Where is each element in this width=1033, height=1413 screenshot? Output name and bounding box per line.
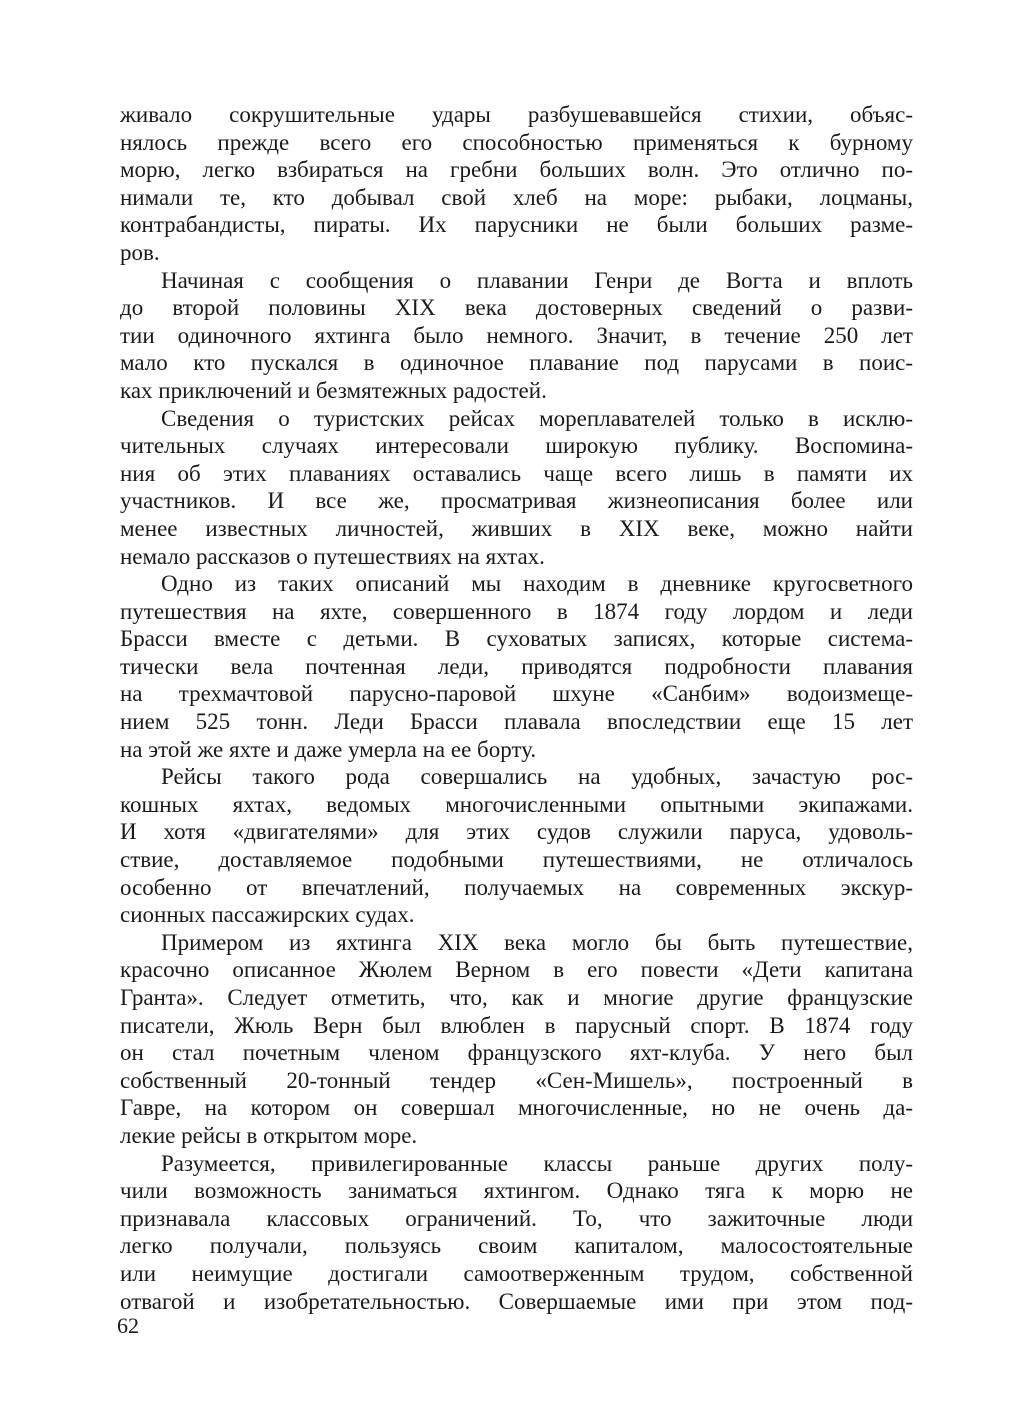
- text-line: на трехмачтовой парусно-паровой шхуне «Санбим» водоизмеще-: [120, 681, 913, 707]
- text-line: чили возможность заниматься яхтингом. Однако тяга к морю не: [120, 1178, 913, 1204]
- text-line: до второй половины XIX века достоверных сведений о разви-: [120, 295, 913, 321]
- text-line: лекие рейсы в открытом море.: [120, 1122, 418, 1148]
- text-line: легко получали, пользуясь своим капиталом, малосостоятельные: [120, 1233, 913, 1259]
- text-line: тически вела почтенная леди, приводятся подробности плавания: [120, 653, 913, 679]
- text-line: или неимущие достигали самоотверженным трудом, собственной: [120, 1260, 913, 1286]
- text-line: Примером из яхтинга XIX века могло бы быть путешествие,: [161, 929, 913, 955]
- paragraph-1: [120, 101, 913, 267]
- text-line: Рейсы такого рода совершались на удобных, зачастую рос-: [161, 764, 913, 790]
- text-line: Сведения о туристских рейсах мореплавателей только в исклю-: [161, 405, 913, 431]
- text-line: немало рассказов о путешествиях на яхтах.: [120, 543, 545, 569]
- text-line: Гранта». Следует отметить, что, как и многие другие французские: [120, 985, 913, 1010]
- text-line: ствие, доставляемое подобными путешествиями, не отличалось: [120, 847, 913, 873]
- paragraph-7: [120, 1150, 913, 1316]
- text-line: ния об этих плаваниях оставались чаще всего лишь в памяти их: [120, 460, 913, 486]
- text-line: ках приключений и безмятежных радостей.: [120, 377, 547, 403]
- text-line: путешествия на яхте, совершенного в 1874 году лордом и леди: [120, 598, 913, 624]
- text-line: ров.: [120, 239, 160, 265]
- page-number: 62: [117, 1313, 139, 1338]
- text-line: Разумеется, привилегированные классы раньше других полу-: [161, 1150, 913, 1176]
- text-line: Начиная с сообщения о плавании Генри де Вогта и вплоть: [161, 267, 913, 293]
- text-line: кошных яхтах, ведомых многочисленными опытными экипажами.: [120, 791, 913, 817]
- text-line: он стал почетным членом французского яхт-клуба. У него был: [120, 1040, 913, 1066]
- text-line: участников. И все же, просматривая жизнеописания более или: [120, 488, 913, 514]
- text-line: особенно от впечатлений, получаемых на современных экскур-: [120, 874, 913, 900]
- text-line: отвагой и изобретательностью. Совершаемые ими при этом под-: [120, 1288, 913, 1314]
- text-line: И хотя «двигателями» для этих судов служили паруса, удоволь-: [120, 819, 913, 845]
- text-line: чительных случаях интересовали широкую публику. Воспомина-: [120, 433, 913, 459]
- text-line: мало кто пускался в одиночное плавание под парусами в поис-: [120, 350, 913, 376]
- paragraph-5: [120, 763, 913, 929]
- text-line: признавала классовых ограничений. То, что зажиточные люди: [120, 1205, 913, 1231]
- text-line: Брасси вместе с детьми. В суховатых записях, которые система-: [120, 626, 913, 652]
- text-line: красочно описанное Жюлем Верном в его повести «Дети капитана: [120, 957, 913, 983]
- text-line: тии одиночного яхтинга было немного. Значит, в течение 250 лет: [120, 322, 913, 348]
- text-line: живало сокрушительные удары разбушевавшейся стихии, объяс-: [120, 102, 913, 127]
- paragraph-6: [120, 929, 913, 1150]
- text-line: менее известных личностей, живших в XIX веке, можно найти: [120, 515, 913, 541]
- text-line: контрабандисты, пираты. Их парусники не были больших разме-: [120, 212, 913, 238]
- text-line: собственный 20-тонный тендер «Сен-Мишель», построенный в: [120, 1067, 913, 1093]
- paragraph-4: [120, 570, 913, 763]
- text-line: морю, легко взбираться на гребни больших волн. Это отлично по-: [120, 157, 913, 183]
- text-line: нимали те, кто добывал свой хлеб на море: рыбаки, лоцманы,: [120, 184, 913, 210]
- text-line: Гавре, на котором он совершал многочисленные, но не очень да-: [120, 1095, 913, 1121]
- text-line: сионных пассажирских судах.: [120, 902, 415, 928]
- page-body: [120, 101, 913, 1315]
- paragraph-3: [120, 405, 913, 571]
- text-line: нялось прежде всего его способностью применяться к бурному: [120, 129, 913, 155]
- text-line: на этой же яхте и даже умерла на ее борту.: [120, 736, 537, 762]
- text-line: нием 525 тонн. Леди Брасси плавала впоследствии еще 15 лет: [120, 709, 913, 735]
- text-line: Одно из таких описаний мы находим в дневнике кругосветного: [161, 571, 913, 597]
- text-line: писатели, Жюль Верн был влюблен в парусный спорт. В 1874 году: [120, 1012, 913, 1038]
- paragraph-2: [120, 267, 913, 405]
